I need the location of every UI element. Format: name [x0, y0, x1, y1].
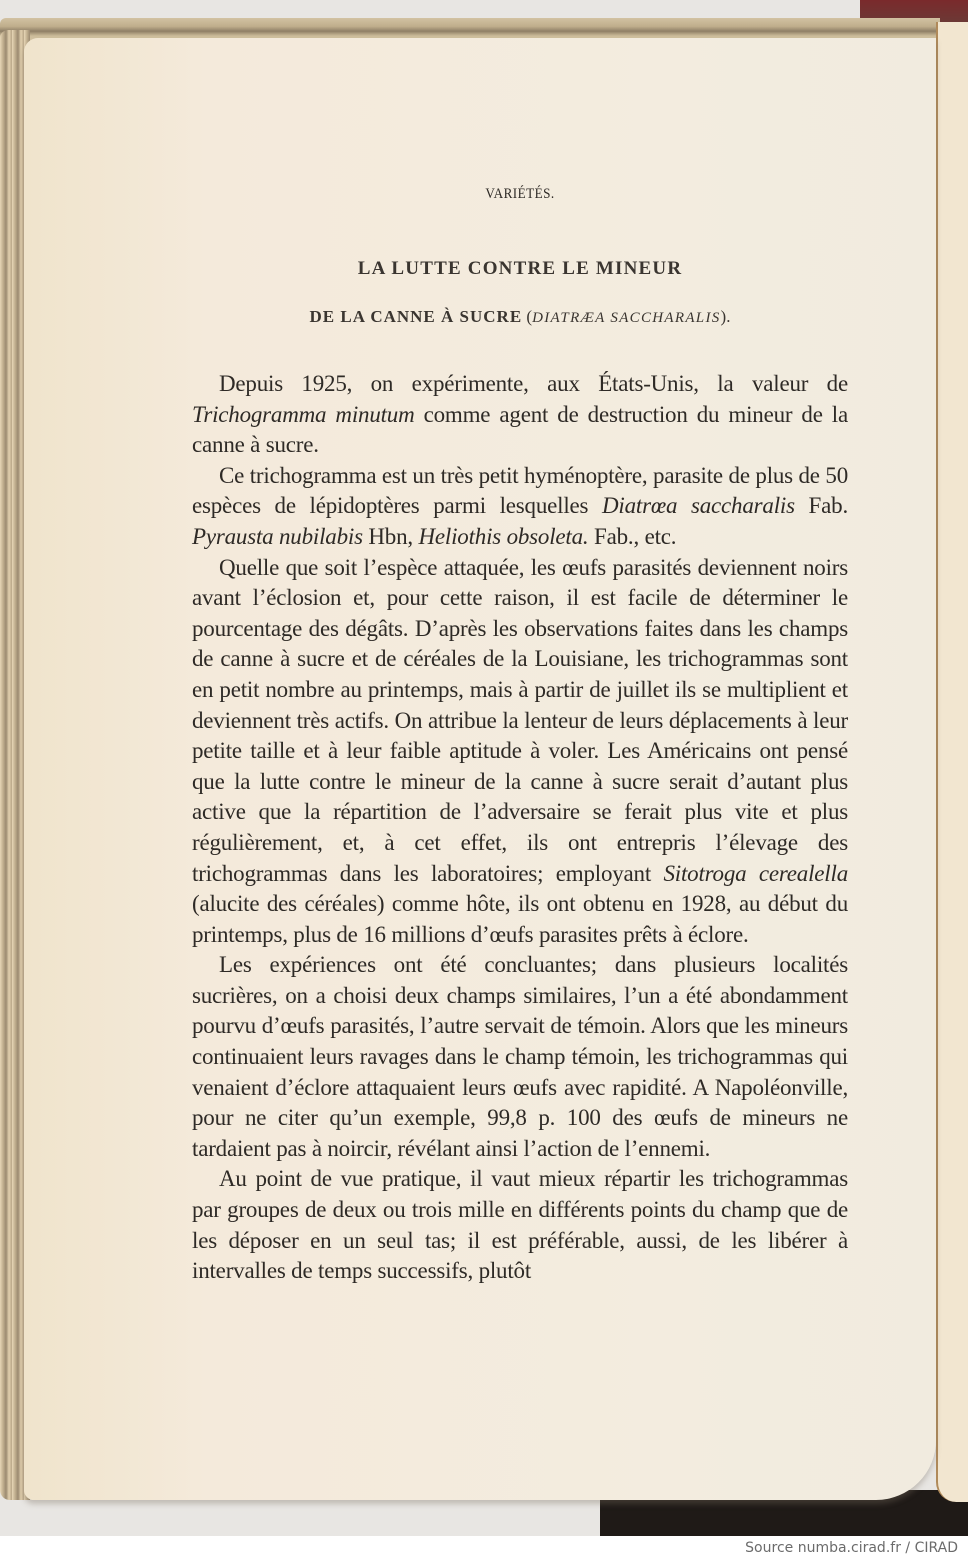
source-credit: Source numba.cirad.fr / CIRAD: [745, 1540, 958, 1556]
article-subtitle: [192, 307, 848, 331]
running-head: VARIÉTÉS.: [485, 186, 555, 202]
text-run: (alucite des céréales) comme hôte, ils ont obtenu en 1928, au début du printemps, plus de 16 millions d’œufs parasites prêts à éclore.: [192, 891, 848, 947]
article-title: LA LUTTE CONTRE LE MINEUR: [357, 258, 683, 279]
text-run: Les expériences ont été concluantes; dans plusieurs localités sucrières, on a choisi deux champs similaires, l’un a été abondamment pourvu d’œufs parasités, l’autre servait de témoin. Alors que les mineurs continuaient leurs ravages dans le champ témoin, les trichogrammas qui venaient d’éclore attaquaient leurs œufs avec rapidité. A Napoléonville, pour ne citer qu’un exemple, 99,8 p. 100 des œufs de mineurs ne tardaient pas à noircir, révélant ainsi l’action de l’ennemi.: [192, 952, 848, 1161]
paragraph: [192, 1164, 848, 1286]
article-body: [192, 369, 848, 1287]
page-content: [192, 180, 848, 1287]
subtitle-paren-close: ).: [720, 307, 731, 326]
italic-term: Trichogramma minutum: [192, 401, 415, 427]
paragraph: [192, 553, 848, 951]
italic-term: Heliothis obsoleta.: [418, 523, 589, 549]
italic-term: Sitotroga cerealella: [663, 860, 848, 886]
text-run: Ce trichogramma est un très petit hyménoptère, parasite de plus de 50 espèces de lépidoptères parmi lesquelles: [192, 462, 848, 519]
text-run: Quelle que soit l’espèce attaquée, les œufs parasités deviennent noirs avant l’éclosion et, pour cette raison, il est facile de déterminer le pourcentage des dégâts. D’après les observations faites dans les champs de canne à sucre et de céréales de la Louisiane, les trichogrammas sont en petit nombre au printemps, mais à partir de juillet ils se multiplient et deviennent très actifs. On attribue la lenteur de leurs déplacements à leur petite taille et à leur faible aptitude à voler. Les Américains ont pensé que la lutte contre le mineur de la canne à sucre serait d’autant plus active que la répartition de l’adversaire se ferait plus vite et plus régulièrement, et, à cet effet, ils ont entrepris l’élevage des trichogrammas dans les laboratoires; employant: [192, 554, 848, 886]
text-run: Fab.: [794, 493, 848, 519]
adjacent-page-edge: [936, 22, 968, 1502]
text-run: comme agent de destruction du mineur de la canne à sucre.: [192, 401, 849, 458]
text-run: Depuis 1925, on expérimente, aux États-Unis, la valeur de: [219, 371, 848, 396]
text-run: Hbn,: [362, 523, 419, 549]
paragraph: [192, 461, 848, 553]
text-run: Au point de vue pratique, il vaut mieux répartir les trichogrammas par groupes de deux ou trois mille en différents points du champ que de les déposer en un seul tas; il est préférable, aussi, de les libérer à intervalles de temps successifs, plutôt: [192, 1166, 848, 1284]
subtitle-species: DIATRÆA SACCHARALIS: [532, 310, 721, 326]
paragraph: [192, 950, 848, 1164]
subtitle-paren-open: (: [526, 307, 533, 326]
text-run: Fab., etc.: [588, 523, 677, 549]
italic-term: Pyrausta nubilabis: [192, 523, 363, 549]
subtitle-text: DE LA CANNE À SUCRE: [309, 307, 523, 326]
italic-term: Diatrœa saccharalis: [602, 493, 795, 519]
paragraph: [192, 369, 848, 461]
